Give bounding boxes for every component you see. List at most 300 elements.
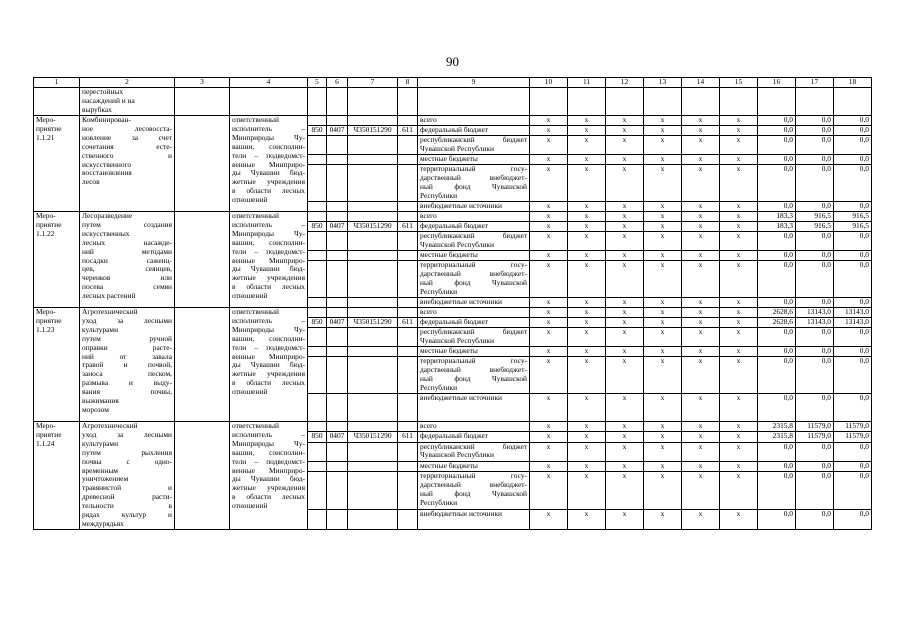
x-cell: x [720, 202, 758, 212]
cell-line: дарственный внебюджет- [420, 364, 527, 374]
x-cell: x [606, 357, 644, 394]
x-cell: x [530, 510, 568, 530]
value-col18: 916,5 [834, 212, 872, 222]
cell-line: тели – подведомст- [232, 456, 305, 466]
empty-cell [327, 328, 348, 347]
empty-cell [348, 212, 398, 222]
cell-line: ды Чувашии бюд- [232, 168, 305, 178]
value-col16: 0,0 [758, 126, 796, 136]
column-number: 10 [530, 78, 568, 88]
x-cell: x [530, 232, 568, 251]
empty-cell [327, 422, 348, 432]
x-cell: x [530, 298, 568, 308]
x-cell: x [568, 328, 606, 347]
funding-source [418, 472, 530, 510]
x-cell: x [720, 347, 758, 357]
zero-value: 0,0 [758, 462, 796, 472]
cell-line: уход за лесными [82, 429, 172, 439]
cell-line: ное лесовосста- [82, 123, 172, 133]
responsible-executor [230, 308, 308, 422]
empty-cell [348, 251, 398, 261]
x-cell: x [606, 394, 644, 422]
funding-source: федеральный бюджет [418, 222, 530, 232]
activity-code [34, 308, 80, 422]
cell-line: республиканский бюджет [420, 442, 527, 451]
cell-line: посева семян [82, 282, 172, 292]
empty-cell [308, 136, 327, 155]
x-cell: x [530, 422, 568, 432]
cell-line: исполнитель – [232, 123, 305, 133]
empty-cell [398, 155, 418, 165]
x-cell: x [644, 261, 682, 298]
empty-cell [398, 251, 418, 261]
cell-line: черенков или [82, 273, 172, 283]
code-col8: 611 [398, 222, 418, 232]
zero-value: 0,0 [834, 136, 872, 155]
x-cell: x [530, 116, 568, 126]
empty-cell [796, 88, 834, 116]
x-cell: x [530, 308, 568, 318]
value-col18: 13143,0 [834, 308, 872, 318]
x-cell: x [568, 422, 606, 432]
empty-cell [398, 308, 418, 318]
x-cell: x [606, 116, 644, 126]
empty-cell [308, 88, 327, 116]
funding-source [418, 442, 530, 462]
x-cell: x [644, 165, 682, 202]
activity-code [34, 422, 80, 530]
funding-source [418, 261, 530, 298]
cell-line: Меро- [36, 421, 56, 430]
empty-cell [308, 251, 327, 261]
empty-cell [720, 88, 758, 116]
x-cell: x [682, 222, 720, 232]
zero-value: 0,0 [796, 136, 834, 155]
zero-value: 0,0 [834, 347, 872, 357]
zero-value: 0,0 [834, 232, 872, 251]
x-cell: x [720, 308, 758, 318]
x-cell: x [682, 308, 720, 318]
empty-cell [530, 88, 568, 116]
cell-line: отношений [232, 195, 268, 205]
cell-line: культурами [82, 324, 119, 334]
cell-line: в области лесных [232, 282, 305, 292]
empty-cell [327, 462, 348, 472]
x-cell: x [682, 212, 720, 222]
x-cell: x [644, 462, 682, 472]
x-cell: x [720, 251, 758, 261]
zero-value: 0,0 [796, 472, 834, 510]
column-number: 11 [568, 78, 606, 88]
value-col17: 11579,0 [796, 432, 834, 442]
cell-line: Чувашской Республики [420, 335, 494, 345]
column-number: 2 [80, 78, 175, 88]
x-cell: x [682, 422, 720, 432]
x-cell: x [682, 116, 720, 126]
x-cell: x [530, 202, 568, 212]
zero-value: 0,0 [796, 165, 834, 202]
x-cell: x [530, 472, 568, 510]
cell-line: ды Чувашии бюд- [232, 474, 305, 484]
x-cell: x [682, 394, 720, 422]
empty-cell [348, 261, 398, 298]
zero-value: 0,0 [758, 155, 796, 165]
x-cell: x [682, 126, 720, 136]
x-cell: x [568, 318, 606, 328]
funding-source: всего [418, 116, 530, 126]
activity-code [34, 116, 80, 212]
empty-cell [308, 212, 327, 222]
activity-name [80, 308, 175, 422]
x-cell: x [644, 155, 682, 165]
zero-value: 0,0 [758, 261, 796, 298]
x-cell: x [568, 116, 606, 126]
zero-value: 0,0 [796, 202, 834, 212]
zero-value: 0,0 [834, 357, 872, 394]
column-number: 16 [758, 78, 796, 88]
cell-line: путем создания [82, 219, 172, 229]
empty-cell [348, 510, 398, 530]
zero-value: 0,0 [758, 394, 796, 422]
zero-value: 0,0 [834, 472, 872, 510]
empty-cell [398, 472, 418, 510]
empty-cell [348, 88, 398, 116]
funding-source: федеральный бюджет [418, 126, 530, 136]
zero-value: 0,0 [834, 462, 872, 472]
x-cell: x [644, 472, 682, 510]
empty-cell [230, 88, 308, 116]
x-cell: x [644, 212, 682, 222]
empty-cell [682, 88, 720, 116]
x-cell: x [568, 442, 606, 462]
empty-cell [34, 88, 80, 116]
cell-line: уничтожением [82, 474, 129, 484]
cell-line: Республики [420, 286, 458, 296]
x-cell: x [644, 347, 682, 357]
column-number: 18 [834, 78, 872, 88]
x-cell: x [568, 347, 606, 357]
empty-cell [348, 136, 398, 155]
cell-line: ственного и [82, 150, 172, 160]
funding-source: федеральный бюджет [418, 318, 530, 328]
cell-line: новление за счет [82, 132, 172, 142]
x-cell: x [682, 442, 720, 462]
empty-cell [348, 298, 398, 308]
x-cell: x [644, 328, 682, 347]
empty-cell [398, 232, 418, 251]
x-cell: x [720, 116, 758, 126]
column-number: 6 [327, 78, 348, 88]
empty-cell [398, 462, 418, 472]
empty-cell [418, 88, 530, 116]
x-cell: x [720, 212, 758, 222]
code-col8: 611 [398, 126, 418, 136]
zero-value: 0,0 [796, 261, 834, 298]
empty-cell [327, 347, 348, 357]
zero-value: 0,0 [834, 394, 872, 422]
empty-cell [398, 212, 418, 222]
x-cell: x [720, 357, 758, 394]
cell-line: Республики [420, 498, 458, 508]
value-col18: 11579,0 [834, 422, 872, 432]
empty-cell [327, 298, 348, 308]
x-cell: x [568, 212, 606, 222]
empty-cell [327, 251, 348, 261]
empty-cell [175, 422, 230, 530]
x-cell: x [644, 251, 682, 261]
x-cell: x [606, 308, 644, 318]
x-cell: x [720, 261, 758, 298]
x-cell: x [568, 432, 606, 442]
x-cell: x [568, 232, 606, 251]
value-col16: 0,0 [758, 116, 796, 126]
empty-cell [398, 357, 418, 394]
code-col8: 611 [398, 318, 418, 328]
x-cell: x [720, 222, 758, 232]
code-col5: 850 [308, 432, 327, 442]
cell-line: искусственных [82, 228, 130, 238]
cell-line: Минприроды Чу- [232, 228, 305, 238]
x-cell: x [530, 462, 568, 472]
empty-cell [308, 394, 327, 422]
column-number: 12 [606, 78, 644, 88]
x-cell: x [530, 251, 568, 261]
code-col5: 850 [308, 318, 327, 328]
responsible-executor [230, 422, 308, 530]
empty-cell [327, 394, 348, 422]
cell-line: заноса песком, [82, 369, 172, 379]
x-cell: x [568, 251, 606, 261]
funding-source: федеральный бюджет [418, 432, 530, 442]
empty-cell [327, 202, 348, 212]
cell-line: территориальный госу- [420, 260, 527, 269]
empty-cell [175, 116, 230, 212]
cell-line: территориальный госу- [420, 471, 527, 481]
cell-line: Минприроды Чу- [232, 324, 305, 334]
x-cell: x [720, 462, 758, 472]
x-cell: x [644, 136, 682, 155]
zero-value: 0,0 [834, 251, 872, 261]
x-cell: x [682, 328, 720, 347]
funding-source: местные бюджеты [418, 462, 530, 472]
empty-cell [308, 442, 327, 462]
value-col16: 2628,6 [758, 308, 796, 318]
empty-cell [308, 232, 327, 251]
x-cell: x [606, 155, 644, 165]
x-cell: x [530, 357, 568, 394]
zero-value: 0,0 [834, 510, 872, 530]
cell-line: в области лесных [232, 378, 305, 388]
x-cell: x [682, 357, 720, 394]
x-cell: x [606, 222, 644, 232]
cell-line: исполнитель – [232, 315, 305, 325]
cell-line: дарственный внебюджет- [420, 268, 527, 278]
cell-line: Меро- [36, 307, 56, 316]
empty-cell [398, 394, 418, 422]
cell-line: древесной расти- [82, 492, 172, 502]
x-cell: x [644, 422, 682, 432]
cell-line: жетные учреждения [232, 177, 305, 187]
cell-line: венные Минприро- [232, 255, 305, 265]
cell-line: сочетания есте- [82, 141, 172, 151]
value-col17: 0,0 [796, 126, 834, 136]
column-number: 3 [175, 78, 230, 88]
funding-source: всего [418, 308, 530, 318]
cell-line: жетные учреждения [232, 273, 305, 283]
value-col18: 13143,0 [834, 318, 872, 328]
empty-cell [308, 261, 327, 298]
empty-cell [348, 357, 398, 394]
cell-line: тели – подведомст- [232, 150, 305, 160]
cell-line: 1.1.24 [36, 438, 55, 448]
x-cell: x [530, 155, 568, 165]
x-cell: x [606, 318, 644, 328]
x-cell: x [644, 116, 682, 126]
empty-cell [348, 328, 398, 347]
empty-cell [308, 202, 327, 212]
x-cell: x [682, 251, 720, 261]
x-cell: x [568, 510, 606, 530]
cell-line: путем ручной [82, 333, 172, 343]
value-col16: 2315,8 [758, 432, 796, 442]
value-col16: 183,3 [758, 222, 796, 232]
zero-value: 0,0 [758, 136, 796, 155]
x-cell: x [606, 136, 644, 155]
cell-line: культурами [82, 438, 119, 448]
x-cell: x [644, 202, 682, 212]
zero-value: 0,0 [796, 357, 834, 394]
cell-line: в области лесных [232, 492, 305, 502]
cell-line: почвы с одно- [82, 456, 172, 466]
x-cell: x [720, 510, 758, 530]
column-number: 1 [34, 78, 80, 88]
x-cell: x [644, 126, 682, 136]
funding-source: внебюджетные источники [418, 298, 530, 308]
zero-value: 0,0 [758, 347, 796, 357]
empty-cell [308, 165, 327, 202]
value-col17: 11579,0 [796, 422, 834, 432]
x-cell: x [606, 510, 644, 530]
cell-line: ответственный [232, 421, 279, 430]
zero-value: 0,0 [758, 298, 796, 308]
empty-cell [398, 88, 418, 116]
cell-line: цев, сеянцев, [82, 264, 172, 274]
cell-line: посадки саженц- [82, 255, 172, 265]
column-number: 4 [230, 78, 308, 88]
empty-cell [327, 510, 348, 530]
zero-value: 0,0 [796, 298, 834, 308]
cell-line: временным [82, 465, 118, 475]
zero-value: 0,0 [834, 261, 872, 298]
x-cell: x [568, 462, 606, 472]
cell-line: тели – подведомст- [232, 342, 305, 352]
cell-line: ответственный [232, 115, 279, 124]
funding-source [418, 357, 530, 394]
cell-line: оправки расте- [82, 342, 172, 352]
value-col17: 916,5 [796, 212, 834, 222]
x-cell: x [568, 261, 606, 298]
zero-value: 0,0 [758, 165, 796, 202]
x-cell: x [568, 165, 606, 202]
empty-cell [398, 202, 418, 212]
zero-value: 0,0 [796, 394, 834, 422]
activity-name-cont [80, 88, 175, 116]
column-number: 8 [398, 78, 418, 88]
cell-line: путем рыхления [82, 447, 172, 457]
empty-cell [327, 308, 348, 318]
cell-line: лесных растений [82, 291, 136, 301]
cell-line: приятие [36, 315, 62, 325]
x-cell: x [606, 328, 644, 347]
x-cell: x [530, 212, 568, 222]
table-row [34, 116, 872, 126]
cell-line: территориальный госу- [420, 356, 527, 365]
empty-cell [398, 116, 418, 126]
x-cell: x [530, 394, 568, 422]
empty-cell [644, 88, 682, 116]
zero-value: 0,0 [758, 510, 796, 530]
activity-name [80, 422, 175, 530]
x-cell: x [644, 394, 682, 422]
zero-value: 0,0 [796, 510, 834, 530]
empty-cell [327, 357, 348, 394]
empty-cell [348, 165, 398, 202]
cell-line: приятие [36, 219, 62, 229]
cell-line: выжимания [82, 396, 119, 406]
cell-line: территориальный госу- [420, 164, 527, 173]
cell-line: отношений [232, 291, 268, 301]
x-cell: x [568, 136, 606, 155]
x-cell: x [568, 298, 606, 308]
empty-cell [398, 510, 418, 530]
x-cell: x [606, 347, 644, 357]
zero-value: 0,0 [758, 202, 796, 212]
x-cell: x [644, 432, 682, 442]
x-cell: x [606, 432, 644, 442]
table-row [34, 308, 872, 318]
cell-line: ответственный [232, 307, 279, 316]
cell-line: венные Минприро- [232, 351, 305, 361]
empty-cell [175, 88, 230, 116]
x-cell: x [530, 318, 568, 328]
table-row [34, 88, 872, 116]
x-cell: x [530, 347, 568, 357]
x-cell: x [606, 472, 644, 510]
zero-value: 0,0 [758, 328, 796, 347]
value-col18: 0,0 [834, 116, 872, 126]
x-cell: x [606, 232, 644, 251]
zero-value: 0,0 [834, 165, 872, 202]
cell-line: Меро- [36, 115, 56, 124]
cell-line: вырубках [82, 104, 112, 114]
cell-line: травянистой и [82, 483, 172, 493]
x-cell: x [644, 357, 682, 394]
empty-cell [175, 308, 230, 422]
empty-cell [308, 116, 327, 126]
zero-value: 0,0 [834, 155, 872, 165]
cell-line: Чувашской Республики [420, 239, 494, 249]
zero-value: 0,0 [758, 472, 796, 510]
funding-source [418, 165, 530, 202]
empty-cell [348, 442, 398, 462]
x-cell: x [530, 328, 568, 347]
cell-line: вашии, соисполни- [232, 447, 305, 457]
empty-cell [834, 88, 872, 116]
funding-source: внебюджетные источники [418, 202, 530, 212]
empty-cell [327, 212, 348, 222]
x-cell: x [720, 232, 758, 251]
zero-value: 0,0 [796, 347, 834, 357]
